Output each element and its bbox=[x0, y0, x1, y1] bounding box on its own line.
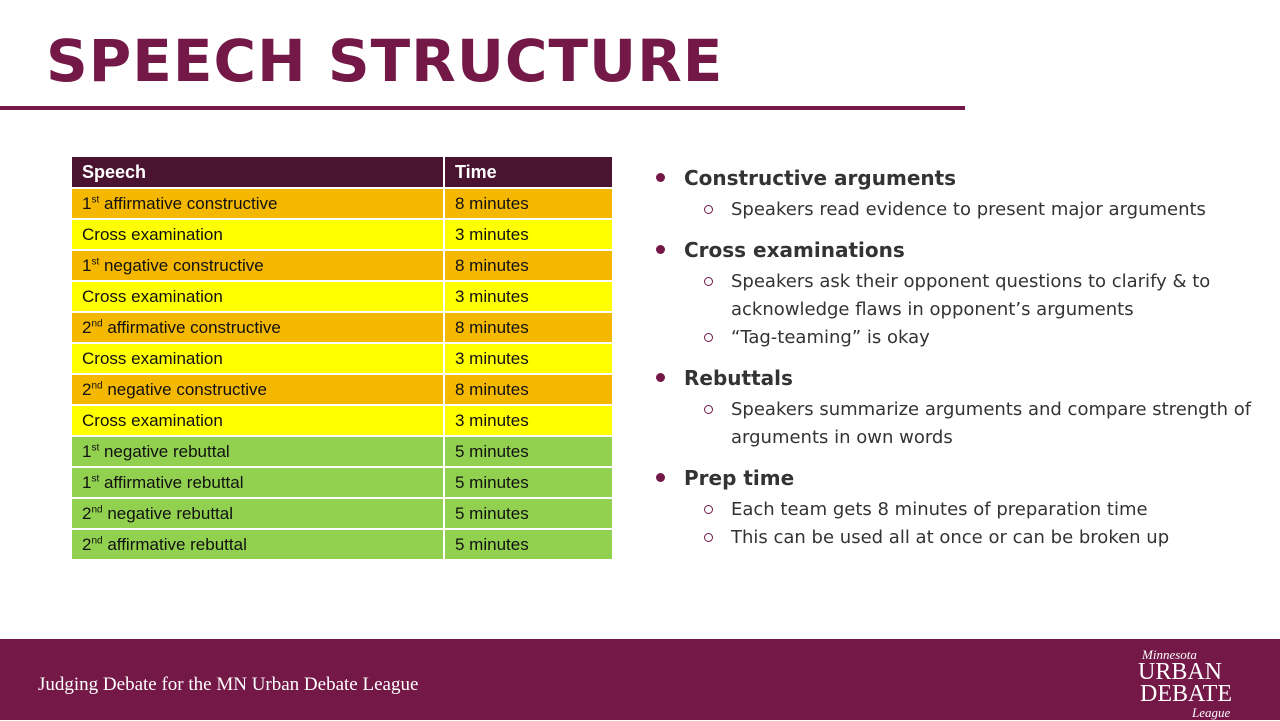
bullet-section bbox=[656, 360, 1256, 452]
sub-bullet-text: Speakers read evidence to present major arguments bbox=[731, 199, 1206, 220]
bullet-section bbox=[656, 160, 1256, 224]
table-row bbox=[71, 312, 613, 343]
speech-label: Cross examination bbox=[82, 410, 223, 430]
bullet-dot-icon bbox=[656, 473, 665, 482]
table-row bbox=[71, 219, 613, 250]
table-row bbox=[71, 188, 613, 219]
league-logo bbox=[1130, 641, 1245, 719]
speech-ordinal: 2 bbox=[82, 534, 92, 554]
header-time: Time bbox=[444, 156, 613, 188]
speech-cell bbox=[71, 219, 444, 250]
time-cell: 3 minutes bbox=[444, 405, 613, 436]
sub-bullet bbox=[656, 524, 1256, 552]
sub-bullet bbox=[656, 196, 1256, 224]
speech-ordinal-suffix: st bbox=[91, 255, 100, 267]
logo-line-3: DEBATE bbox=[1140, 681, 1232, 707]
speech-ordinal-suffix: st bbox=[91, 472, 100, 484]
time-cell: 8 minutes bbox=[444, 374, 613, 405]
speech-ordinal: 1 bbox=[82, 255, 92, 275]
bullet-ring-icon bbox=[704, 505, 713, 514]
speech-ordinal: 2 bbox=[82, 317, 92, 337]
bullet-heading bbox=[656, 160, 1256, 196]
speech-ordinal-suffix: nd bbox=[91, 379, 103, 391]
slide-title: SPEECH STRUCTURE bbox=[46, 27, 724, 95]
bullet-dot-icon bbox=[656, 373, 665, 382]
bullet-heading bbox=[656, 232, 1256, 268]
bullet-heading bbox=[656, 460, 1256, 496]
logo-line-1: Minnesota bbox=[1142, 647, 1197, 662]
speech-label: affirmative constructive bbox=[102, 317, 281, 337]
table-row bbox=[71, 250, 613, 281]
speech-label: affirmative rebuttal bbox=[102, 534, 247, 554]
speech-label: affirmative rebuttal bbox=[99, 472, 244, 492]
time-cell: 5 minutes bbox=[444, 498, 613, 529]
speech-label: Cross examination bbox=[82, 286, 223, 306]
time-cell: 3 minutes bbox=[444, 219, 613, 250]
speech-label: negative rebuttal bbox=[99, 441, 230, 461]
title-underline bbox=[0, 106, 965, 110]
speech-cell bbox=[71, 374, 444, 405]
speech-ordinal: 1 bbox=[82, 193, 92, 213]
speech-label: affirmative constructive bbox=[99, 193, 278, 213]
table-row bbox=[71, 405, 613, 436]
logo-line-2: URBAN bbox=[1138, 659, 1223, 685]
sub-bullet-text: “Tag-teaming” is okay bbox=[731, 327, 930, 348]
speech-table bbox=[70, 155, 614, 561]
table-row bbox=[71, 467, 613, 498]
time-cell: 8 minutes bbox=[444, 188, 613, 219]
table-row bbox=[71, 343, 613, 374]
bullet-ring-icon bbox=[704, 205, 713, 214]
table-body bbox=[71, 188, 613, 560]
speech-cell bbox=[71, 498, 444, 529]
speech-cell bbox=[71, 312, 444, 343]
table-row bbox=[71, 281, 613, 312]
speech-ordinal: 1 bbox=[82, 441, 92, 461]
sub-bullet bbox=[656, 496, 1256, 524]
speech-label: negative constructive bbox=[102, 379, 268, 399]
time-cell: 5 minutes bbox=[444, 529, 613, 560]
bullet-heading-text: Cross examinations bbox=[684, 238, 905, 262]
sub-bullet-text: Each team gets 8 minutes of preparation time bbox=[731, 499, 1148, 520]
speech-cell bbox=[71, 343, 444, 374]
sub-bullet bbox=[656, 396, 1256, 452]
speech-ordinal-suffix: st bbox=[91, 441, 100, 453]
table-row bbox=[71, 498, 613, 529]
speech-ordinal-suffix: nd bbox=[91, 534, 103, 546]
sub-bullet-text: This can be used all at once or can be broken up bbox=[731, 527, 1170, 548]
sub-bullet bbox=[656, 324, 1256, 352]
speech-ordinal-suffix: st bbox=[91, 193, 100, 205]
logo-line-4: League bbox=[1192, 705, 1231, 720]
bullet-dot-icon bbox=[656, 173, 665, 182]
table-row bbox=[71, 436, 613, 467]
speech-ordinal: 2 bbox=[82, 503, 92, 523]
speech-cell bbox=[71, 436, 444, 467]
time-cell: 3 minutes bbox=[444, 343, 613, 374]
speech-ordinal-suffix: nd bbox=[91, 317, 103, 329]
speech-cell bbox=[71, 405, 444, 436]
footer-bar bbox=[0, 639, 1280, 720]
bullet-heading-text: Rebuttals bbox=[684, 366, 793, 390]
bullet-ring-icon bbox=[704, 277, 713, 286]
speech-label: negative rebuttal bbox=[102, 503, 234, 523]
speech-cell bbox=[71, 281, 444, 312]
bullet-dot-icon bbox=[656, 245, 665, 254]
time-cell: 3 minutes bbox=[444, 281, 613, 312]
speech-cell bbox=[71, 188, 444, 219]
speech-cell bbox=[71, 467, 444, 498]
time-cell: 5 minutes bbox=[444, 436, 613, 467]
time-cell: 8 minutes bbox=[444, 250, 613, 281]
speech-label: negative constructive bbox=[99, 255, 264, 275]
speech-ordinal: 2 bbox=[82, 379, 92, 399]
time-cell: 8 minutes bbox=[444, 312, 613, 343]
sub-bullet-text: Speakers ask their opponent questions to clarify & to acknowledge flaws in opponent’s arguments bbox=[731, 271, 1211, 320]
sub-bullet-text: Speakers summarize arguments and compare strength of arguments in own words bbox=[731, 399, 1252, 448]
bullet-heading bbox=[656, 360, 1256, 396]
header-speech: Speech bbox=[71, 156, 444, 188]
table-row bbox=[71, 374, 613, 405]
speech-ordinal: 1 bbox=[82, 472, 92, 492]
bullet-ring-icon bbox=[704, 333, 713, 342]
bullet-section bbox=[656, 232, 1256, 352]
speech-label: Cross examination bbox=[82, 224, 223, 244]
bullet-section bbox=[656, 460, 1256, 552]
bullet-ring-icon bbox=[704, 533, 713, 542]
sub-bullet bbox=[656, 268, 1256, 324]
bullet-heading-text: Constructive arguments bbox=[684, 166, 957, 190]
bullet-ring-icon bbox=[704, 405, 713, 414]
table-row bbox=[71, 529, 613, 560]
bullet-heading-text: Prep time bbox=[684, 466, 795, 490]
speech-ordinal-suffix: nd bbox=[91, 503, 103, 515]
speech-cell bbox=[71, 250, 444, 281]
speech-label: Cross examination bbox=[82, 348, 223, 368]
footer-text: Judging Debate for the MN Urban Debate League bbox=[38, 674, 419, 695]
speech-cell bbox=[71, 529, 444, 560]
table-header-row bbox=[71, 156, 613, 188]
time-cell: 5 minutes bbox=[444, 467, 613, 498]
bullet-list bbox=[656, 160, 1256, 560]
